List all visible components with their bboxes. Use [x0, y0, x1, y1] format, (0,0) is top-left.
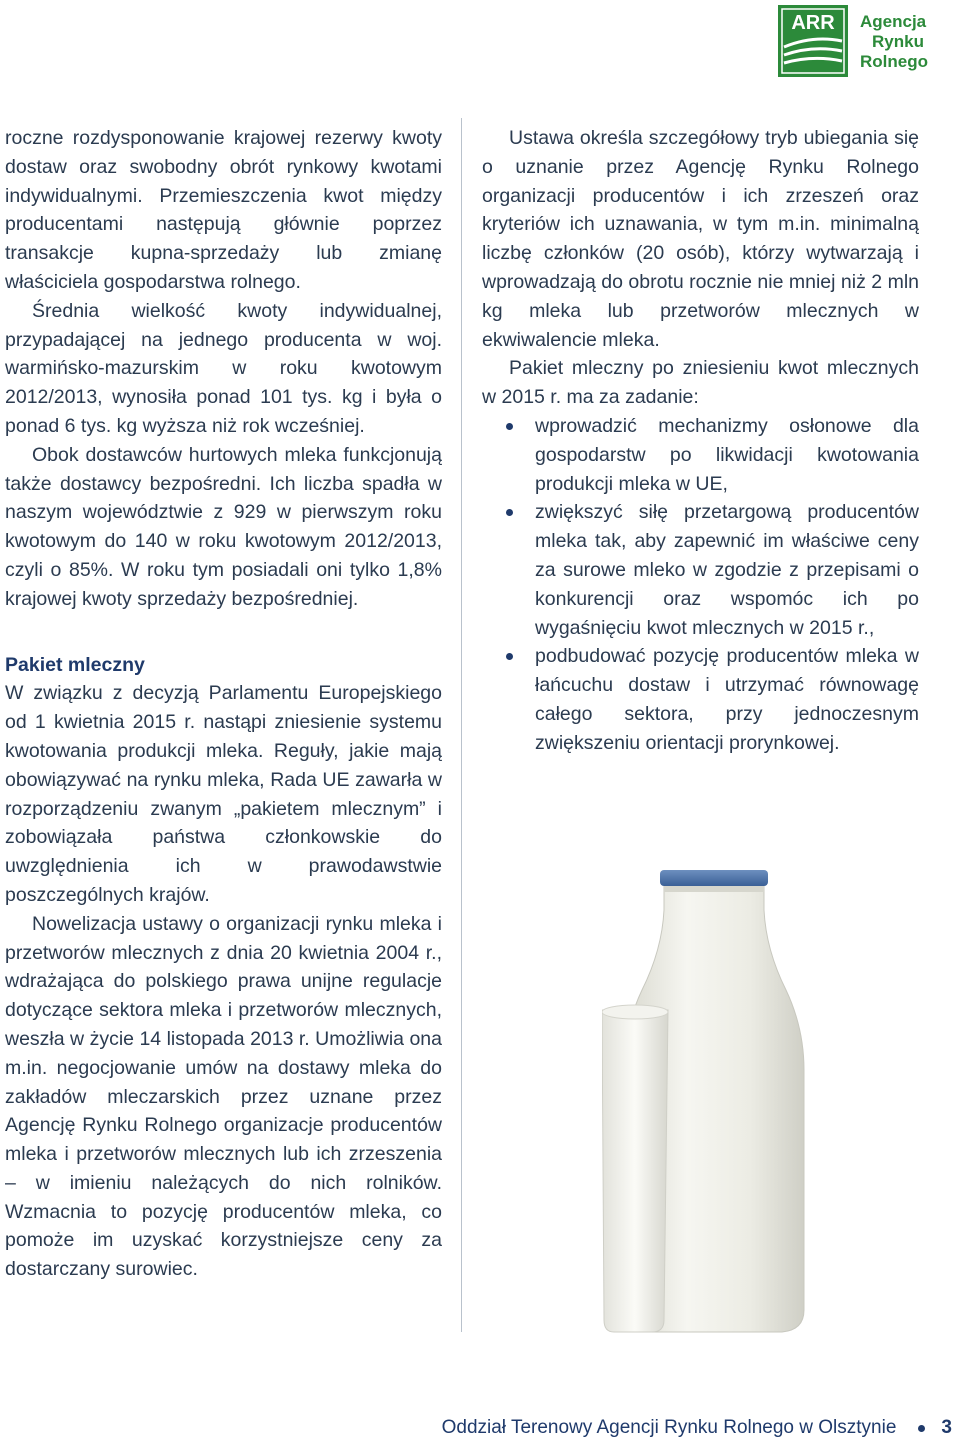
- left-paragraph-2: Średnia wielkość kwoty indywidualnej, przypadającej na jednego producenta w woj. warmińsko-mazurskim w roku kwotowym 2012/2013, wynosiła ponad 101 tys. kg i była o ponad 6 tys. kg wyższa niż rok wcześniej.: [5, 299, 442, 437]
- left-paragraph-4: W związku z decyzją Parlamentu Europejskiego od 1 kwietnia 2015 r. nastąpi zniesienie systemu kwotowania produkcji mleka. Reguły, jakie mają obowiązywać na rynku mleka, Rada UE zawarła w rozporządzeniu zwanym „pakietem mlecznym” i zobowiązała państwa członkowskie do uwzględnienia ich w prawodawstwie poszczególnych krajów.: [5, 682, 442, 906]
- milk-bottle-and-glass-photo: [602, 840, 812, 1334]
- left-paragraph-1: roczne rozdysponowanie krajowej rezerwy kwoty dostaw oraz swobodny obrót rynkowy kwotami indywidualnymi. Przemieszczenia kwot między producentami następują głównie poprzez transakcje kupna-sprzedaży lub zmianę właściciela gospodarstwa rolnego.: [5, 127, 442, 293]
- footer-bullet-icon: [918, 1425, 925, 1432]
- list-item: podbudować pozycję producentów mleka w łańcuchu dostaw i utrzymać równowagę całego sektora, przy jednoczesnym zwiększeniu orientacji prorynkowej.: [482, 642, 919, 757]
- page-footer: [442, 1417, 952, 1439]
- left-paragraph-3: Obok dostawców hurtowych mleka funkcjonują także dostawcy bezpośredni. Ich liczba spadła w naszym województwie z 929 w pierwszym roku kwotowym do 140 w roku kwotowym 2012/2013, czyli o 85%. W roku tym posiadali oni tylko 1,8% krajowej kwoty sprzedaży bezpośredniej.: [5, 443, 442, 610]
- right-column: [482, 124, 919, 758]
- list-item: zwiększyć siłę przetargową producentów mleka tak, aby zapewnić im właściwe ceny za surowe mleko w zgodzie z przepisami o konkurencji oraz wspomóc ich po wygaśnięciu kwot mlecznych w 2015 r.,: [482, 498, 919, 642]
- right-paragraph-1: Ustawa określa szczegółowy tryb ubiegania się o uznanie przez Agencję Rynku Rolnego organizacji producentów i ich zrzeszeń oraz kryteriów ich uznawania, w tym m.in. minimalną liczbę członków (20 osób), którzy wytwarzają i wprowadzają do obrotu rocznie nie mniej niż 2 mln kg mleka lub przetworów mlecznych w ekwiwalencie mleka.: [482, 127, 919, 351]
- left-column: [5, 124, 442, 1284]
- svg-text:ARR: ARR: [791, 12, 835, 34]
- arr-logo: [778, 5, 954, 77]
- section-heading: Pakiet mleczny: [5, 653, 145, 676]
- footer-text: Oddział Terenowy Agencji Rynku Rolnego w Olsztynie: [441, 1417, 897, 1438]
- svg-text:Rynku: Rynku: [872, 32, 924, 51]
- left-paragraph-5: Nowelizacja ustawy o organizacji rynku mleka i przetworów mlecznych z dnia 20 kwietnia 2004 r., wdrażająca do polskiego prawa unijne regulacje dotyczące sektora mleka i przetworów mlecznych, weszła w życie 14 listopada 2013 r. Umożliwia ona m.in. negocjowanie umów na dostawy mleka do zakładów mleczarskich przez uznane przez Agencję Rynku Rolnego organizacje producentów mleka i przetworów mlecznych lub ich zrzeszenia – w imieniu należących do nich rolników. Wzmacnia to pozycję producentów mleka, co pomoże im uzyskać korzystniejsze ceny za dostarczany surowiec.: [5, 912, 442, 1281]
- page-number: 3: [941, 1417, 952, 1438]
- list-item: wprowadzić mechanizmy osłonowe dla gospodarstw po likwidacji kwotowania produkcji mleka w UE,: [482, 412, 919, 498]
- svg-text:Agencja: Agencja: [860, 12, 927, 31]
- bullet-list: [482, 412, 919, 758]
- bullet-icon: [506, 509, 513, 516]
- bullet-icon: [506, 653, 513, 660]
- svg-text:Rolnego: Rolnego: [860, 52, 928, 71]
- right-paragraph-2: Pakiet mleczny po zniesieniu kwot mlecznych w 2015 r. ma za zadanie:: [482, 357, 919, 409]
- bullet-icon: [506, 423, 513, 430]
- column-divider: [461, 118, 462, 1332]
